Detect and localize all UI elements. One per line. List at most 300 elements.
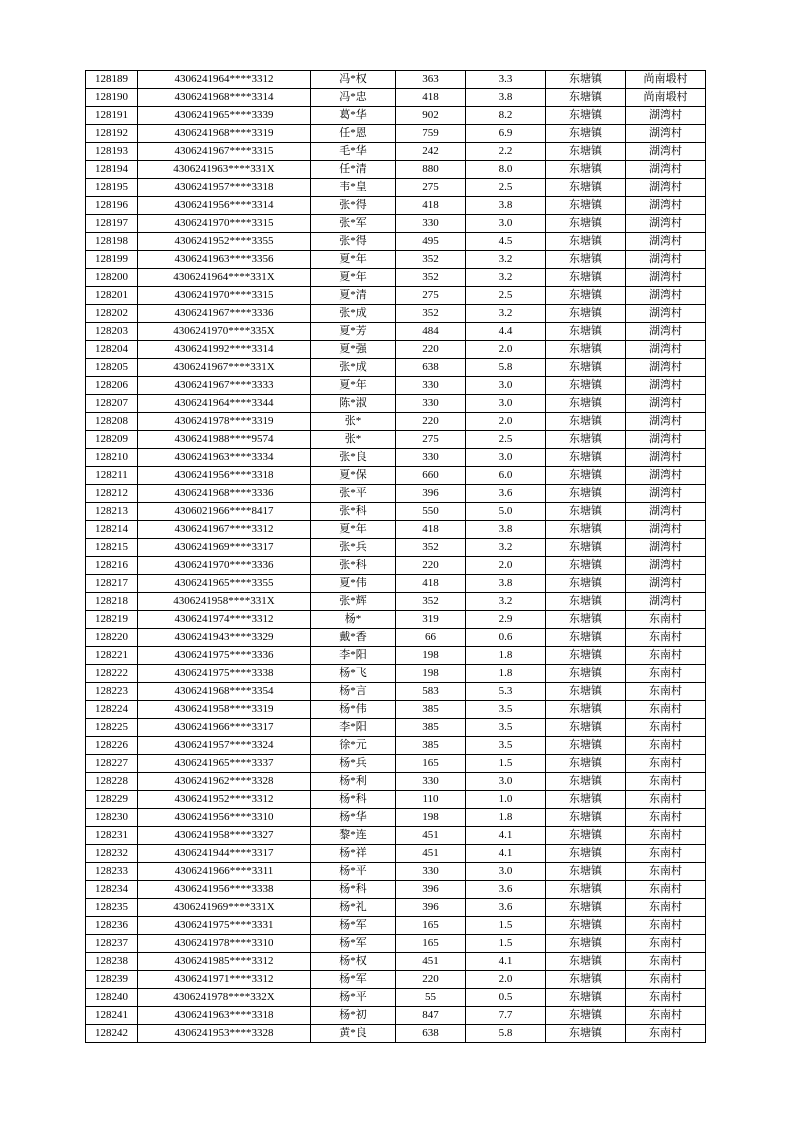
- table-row: [86, 611, 706, 629]
- table-cell-amount: 165: [396, 917, 466, 935]
- table-row: [86, 701, 706, 719]
- table-row: [86, 575, 706, 593]
- table-cell-rate: 2.0: [466, 341, 546, 359]
- table-cell-town: 东塘镇: [546, 683, 626, 701]
- table-cell-id-number: 4306241967****331X: [138, 359, 311, 377]
- table-cell-seq: 128203: [86, 323, 138, 341]
- table-cell-town: 东塘镇: [546, 395, 626, 413]
- table-row: [86, 935, 706, 953]
- table-cell-town: 东塘镇: [546, 71, 626, 89]
- table-cell-town: 东塘镇: [546, 935, 626, 953]
- table-cell-amount: 319: [396, 611, 466, 629]
- table-cell-name: 夏*芳: [311, 323, 396, 341]
- table-cell-rate: 3.0: [466, 395, 546, 413]
- table-cell-amount: 660: [396, 467, 466, 485]
- table-cell-name: 杨*军: [311, 971, 396, 989]
- table-cell-amount: 396: [396, 899, 466, 917]
- table-cell-name: 冯*权: [311, 71, 396, 89]
- table-cell-town: 东塘镇: [546, 647, 626, 665]
- table-cell-id-number: 4306241968****3314: [138, 89, 311, 107]
- table-cell-rate: 2.0: [466, 557, 546, 575]
- table-cell-rate: 3.8: [466, 521, 546, 539]
- table-cell-seq: 128212: [86, 485, 138, 503]
- table-cell-name: 杨*祥: [311, 845, 396, 863]
- table-cell-seq: 128219: [86, 611, 138, 629]
- table-cell-id-number: 4306241970****3315: [138, 215, 311, 233]
- table-cell-amount: 220: [396, 413, 466, 431]
- table-cell-amount: 352: [396, 269, 466, 287]
- table-cell-seq: 128234: [86, 881, 138, 899]
- table-cell-rate: 1.5: [466, 917, 546, 935]
- table-cell-town: 东塘镇: [546, 611, 626, 629]
- table-cell-rate: 3.5: [466, 701, 546, 719]
- table-cell-amount: 451: [396, 845, 466, 863]
- table-row: [86, 593, 706, 611]
- table-cell-amount: 902: [396, 107, 466, 125]
- table-cell-name: 张*: [311, 431, 396, 449]
- table-cell-amount: 330: [396, 377, 466, 395]
- table-cell-id-number: 4306241963****3334: [138, 449, 311, 467]
- table-row: [86, 503, 706, 521]
- table-cell-id-number: 4306241970****3336: [138, 557, 311, 575]
- table-cell-seq: 128202: [86, 305, 138, 323]
- table-cell-rate: 4.4: [466, 323, 546, 341]
- table-cell-id-number: 4306241958****3327: [138, 827, 311, 845]
- table-cell-seq: 128192: [86, 125, 138, 143]
- table-cell-town: 东塘镇: [546, 845, 626, 863]
- table-row: [86, 521, 706, 539]
- table-cell-rate: 7.7: [466, 1007, 546, 1025]
- table-cell-seq: 128205: [86, 359, 138, 377]
- table-cell-town: 东塘镇: [546, 881, 626, 899]
- table-cell-town: 东塘镇: [546, 449, 626, 467]
- table-cell-village: 湖湾村: [626, 125, 706, 143]
- roster-table: [85, 70, 706, 1043]
- table-cell-seq: 128233: [86, 863, 138, 881]
- table-cell-id-number: 4306241965****3355: [138, 575, 311, 593]
- table-cell-name: 张*得: [311, 233, 396, 251]
- table-row: [86, 1007, 706, 1025]
- table-cell-amount: 638: [396, 1025, 466, 1043]
- table-cell-seq: 128228: [86, 773, 138, 791]
- table-cell-id-number: 4306241975****3336: [138, 647, 311, 665]
- table-cell-name: 张*平: [311, 485, 396, 503]
- table-cell-village: 东南村: [626, 845, 706, 863]
- table-cell-amount: 418: [396, 197, 466, 215]
- table-cell-name: 张*军: [311, 215, 396, 233]
- table-cell-rate: 3.8: [466, 89, 546, 107]
- table-cell-village: 湖湾村: [626, 323, 706, 341]
- table-cell-name: 葛*华: [311, 107, 396, 125]
- table-cell-village: 湖湾村: [626, 395, 706, 413]
- table-cell-seq: 128230: [86, 809, 138, 827]
- table-cell-seq: 128213: [86, 503, 138, 521]
- table-cell-rate: 1.5: [466, 935, 546, 953]
- table-cell-amount: 451: [396, 953, 466, 971]
- table-cell-amount: 385: [396, 737, 466, 755]
- table-cell-name: 夏*年: [311, 251, 396, 269]
- table-cell-village: 湖湾村: [626, 521, 706, 539]
- table-cell-id-number: 4306241956****3314: [138, 197, 311, 215]
- table-row: [86, 971, 706, 989]
- table-cell-id-number: 4306241967****3312: [138, 521, 311, 539]
- table-cell-seq: 128214: [86, 521, 138, 539]
- table-cell-town: 东塘镇: [546, 215, 626, 233]
- table-cell-village: 湖湾村: [626, 107, 706, 125]
- table-cell-rate: 2.0: [466, 413, 546, 431]
- table-cell-town: 东塘镇: [546, 989, 626, 1007]
- table-cell-town: 东塘镇: [546, 737, 626, 755]
- table-cell-rate: 8.0: [466, 161, 546, 179]
- table-cell-village: 湖湾村: [626, 251, 706, 269]
- table-cell-rate: 3.0: [466, 863, 546, 881]
- table-cell-amount: 66: [396, 629, 466, 647]
- table-cell-rate: 3.0: [466, 377, 546, 395]
- table-cell-village: 东南村: [626, 629, 706, 647]
- table-cell-town: 东塘镇: [546, 593, 626, 611]
- table-cell-village: 东南村: [626, 917, 706, 935]
- table-cell-rate: 6.0: [466, 467, 546, 485]
- table-cell-rate: 2.5: [466, 179, 546, 197]
- table-cell-id-number: 4306241964****3312: [138, 71, 311, 89]
- table-cell-rate: 6.9: [466, 125, 546, 143]
- table-cell-town: 东塘镇: [546, 629, 626, 647]
- table-cell-rate: 3.5: [466, 719, 546, 737]
- table-cell-amount: 275: [396, 287, 466, 305]
- table-cell-rate: 4.1: [466, 953, 546, 971]
- table-cell-name: 陈*淑: [311, 395, 396, 413]
- table-cell-seq: 128194: [86, 161, 138, 179]
- table-cell-village: 湖湾村: [626, 143, 706, 161]
- table-cell-seq: 128237: [86, 935, 138, 953]
- table-cell-name: 张*辉: [311, 593, 396, 611]
- table-row: [86, 125, 706, 143]
- table-cell-seq: 128232: [86, 845, 138, 863]
- table-cell-seq: 128226: [86, 737, 138, 755]
- table-cell-name: 张*良: [311, 449, 396, 467]
- table-row: [86, 377, 706, 395]
- table-cell-town: 东塘镇: [546, 665, 626, 683]
- table-cell-village: 东南村: [626, 989, 706, 1007]
- table-row: [86, 197, 706, 215]
- table-cell-id-number: 4306241966****3311: [138, 863, 311, 881]
- table-cell-name: 李*阳: [311, 719, 396, 737]
- table-cell-id-number: 4306241970****3315: [138, 287, 311, 305]
- table-cell-name: 杨*言: [311, 683, 396, 701]
- table-cell-amount: 352: [396, 305, 466, 323]
- table-row: [86, 683, 706, 701]
- table-cell-seq: 128239: [86, 971, 138, 989]
- table-cell-id-number: 4306241952****3312: [138, 791, 311, 809]
- table-cell-id-number: 4306241974****3312: [138, 611, 311, 629]
- table-cell-village: 东南村: [626, 953, 706, 971]
- table-cell-name: 杨*兵: [311, 755, 396, 773]
- table-cell-town: 东塘镇: [546, 503, 626, 521]
- table-cell-amount: 638: [396, 359, 466, 377]
- table-cell-rate: 3.8: [466, 575, 546, 593]
- table-row: [86, 953, 706, 971]
- table-cell-id-number: 4306241971****3312: [138, 971, 311, 989]
- table-cell-id-number: 4306241963****3356: [138, 251, 311, 269]
- table-cell-amount: 198: [396, 665, 466, 683]
- table-cell-id-number: 4306241968****3354: [138, 683, 311, 701]
- table-row: [86, 143, 706, 161]
- table-cell-rate: 1.0: [466, 791, 546, 809]
- table-cell-name: 杨*初: [311, 1007, 396, 1025]
- table-cell-amount: 550: [396, 503, 466, 521]
- table-row: [86, 305, 706, 323]
- table-cell-seq: 128231: [86, 827, 138, 845]
- table-cell-name: 夏*年: [311, 521, 396, 539]
- table-cell-name: 杨*平: [311, 989, 396, 1007]
- table-cell-amount: 165: [396, 935, 466, 953]
- table-cell-rate: 2.5: [466, 431, 546, 449]
- table-cell-amount: 330: [396, 863, 466, 881]
- table-row: [86, 71, 706, 89]
- table-cell-town: 东塘镇: [546, 485, 626, 503]
- table-cell-village: 湖湾村: [626, 179, 706, 197]
- table-row: [86, 989, 706, 1007]
- table-cell-name: 冯*忠: [311, 89, 396, 107]
- table-cell-name: 戴*香: [311, 629, 396, 647]
- table-cell-name: 张*兵: [311, 539, 396, 557]
- table-cell-seq: 128200: [86, 269, 138, 287]
- table-cell-seq: 128209: [86, 431, 138, 449]
- table-cell-name: 夏*清: [311, 287, 396, 305]
- table-cell-id-number: 4306241978****332X: [138, 989, 311, 1007]
- table-cell-name: 夏*年: [311, 377, 396, 395]
- table-row: [86, 323, 706, 341]
- table-cell-village: 湖湾村: [626, 197, 706, 215]
- table-row: [86, 179, 706, 197]
- table-row: [86, 773, 706, 791]
- table-cell-town: 东塘镇: [546, 143, 626, 161]
- table-cell-seq: 128225: [86, 719, 138, 737]
- table-cell-town: 东塘镇: [546, 125, 626, 143]
- table-cell-seq: 128215: [86, 539, 138, 557]
- table-cell-id-number: 4306241969****331X: [138, 899, 311, 917]
- table-cell-rate: 2.0: [466, 971, 546, 989]
- table-cell-id-number: 4306241964****331X: [138, 269, 311, 287]
- table-cell-name: 张*成: [311, 359, 396, 377]
- table-cell-town: 东塘镇: [546, 917, 626, 935]
- table-cell-id-number: 4306241975****3331: [138, 917, 311, 935]
- table-cell-rate: 5.8: [466, 359, 546, 377]
- table-cell-name: 杨*科: [311, 881, 396, 899]
- table-cell-id-number: 4306241975****3338: [138, 665, 311, 683]
- table-cell-village: 湖湾村: [626, 269, 706, 287]
- table-cell-seq: 128189: [86, 71, 138, 89]
- table-cell-town: 东塘镇: [546, 287, 626, 305]
- table-row: [86, 845, 706, 863]
- table-cell-town: 东塘镇: [546, 899, 626, 917]
- table-cell-name: 徐*元: [311, 737, 396, 755]
- table-cell-id-number: 4306241956****3338: [138, 881, 311, 899]
- table-cell-seq: 128235: [86, 899, 138, 917]
- table-cell-id-number: 4306241969****3317: [138, 539, 311, 557]
- table-cell-amount: 110: [396, 791, 466, 809]
- table-cell-rate: 3.5: [466, 737, 546, 755]
- table-cell-id-number: 4306241992****3314: [138, 341, 311, 359]
- table-row: [86, 341, 706, 359]
- table-row: [86, 251, 706, 269]
- table-cell-id-number: 4306241963****3318: [138, 1007, 311, 1025]
- table-cell-amount: 330: [396, 449, 466, 467]
- table-row: [86, 233, 706, 251]
- table-cell-amount: 396: [396, 485, 466, 503]
- table-cell-name: 夏*保: [311, 467, 396, 485]
- table-cell-town: 东塘镇: [546, 539, 626, 557]
- table-cell-amount: 220: [396, 557, 466, 575]
- table-cell-town: 东塘镇: [546, 701, 626, 719]
- table-cell-id-number: 4306241944****3317: [138, 845, 311, 863]
- table-cell-name: 张*得: [311, 197, 396, 215]
- table-cell-town: 东塘镇: [546, 269, 626, 287]
- table-cell-amount: 451: [396, 827, 466, 845]
- table-cell-village: 湖湾村: [626, 377, 706, 395]
- table-cell-name: 张*成: [311, 305, 396, 323]
- table-cell-seq: 128223: [86, 683, 138, 701]
- table-row: [86, 899, 706, 917]
- table-row: [86, 449, 706, 467]
- table-cell-id-number: 4306241957****3318: [138, 179, 311, 197]
- table-cell-amount: 396: [396, 881, 466, 899]
- table-cell-name: 张*: [311, 413, 396, 431]
- table-cell-name: 张*科: [311, 557, 396, 575]
- table-cell-id-number: 4306241967****3315: [138, 143, 311, 161]
- table-cell-village: 尚南塅村: [626, 71, 706, 89]
- table-cell-amount: 583: [396, 683, 466, 701]
- table-cell-seq: 128201: [86, 287, 138, 305]
- table-cell-seq: 128191: [86, 107, 138, 125]
- table-cell-id-number: 4306241957****3324: [138, 737, 311, 755]
- table-cell-seq: 128236: [86, 917, 138, 935]
- table-cell-id-number: 4306241956****3318: [138, 467, 311, 485]
- table-cell-name: 黄*良: [311, 1025, 396, 1043]
- table-cell-town: 东塘镇: [546, 773, 626, 791]
- table-cell-rate: 1.8: [466, 665, 546, 683]
- table-cell-rate: 5.8: [466, 1025, 546, 1043]
- table-cell-town: 东塘镇: [546, 1007, 626, 1025]
- table-cell-id-number: 4306241968****3336: [138, 485, 311, 503]
- table-cell-village: 东南村: [626, 665, 706, 683]
- table-cell-village: 东南村: [626, 737, 706, 755]
- table-cell-rate: 4.1: [466, 845, 546, 863]
- table-cell-id-number: 4306241943****3329: [138, 629, 311, 647]
- table-cell-village: 东南村: [626, 755, 706, 773]
- table-cell-rate: 0.5: [466, 989, 546, 1007]
- table-cell-village: 东南村: [626, 1007, 706, 1025]
- table-cell-rate: 3.2: [466, 305, 546, 323]
- table-row: [86, 665, 706, 683]
- table-cell-amount: 275: [396, 431, 466, 449]
- table-cell-village: 湖湾村: [626, 359, 706, 377]
- table-cell-amount: 495: [396, 233, 466, 251]
- table-row: [86, 395, 706, 413]
- table-cell-name: 杨*华: [311, 809, 396, 827]
- table-cell-id-number: 4306241958****3319: [138, 701, 311, 719]
- table-cell-amount: 759: [396, 125, 466, 143]
- table-cell-rate: 3.2: [466, 593, 546, 611]
- table-row: [86, 827, 706, 845]
- table-cell-seq: 128198: [86, 233, 138, 251]
- table-cell-seq: 128240: [86, 989, 138, 1007]
- table-cell-id-number: 4306241970****335X: [138, 323, 311, 341]
- table-row: [86, 89, 706, 107]
- table-cell-id-number: 4306241966****3317: [138, 719, 311, 737]
- table-cell-amount: 418: [396, 89, 466, 107]
- table-cell-name: 杨*礼: [311, 899, 396, 917]
- table-cell-town: 东塘镇: [546, 431, 626, 449]
- table-cell-amount: 275: [396, 179, 466, 197]
- table-cell-village: 湖湾村: [626, 431, 706, 449]
- table-cell-seq: 128211: [86, 467, 138, 485]
- table-cell-name: 夏*伟: [311, 575, 396, 593]
- table-cell-village: 东南村: [626, 701, 706, 719]
- table-row: [86, 647, 706, 665]
- table-cell-village: 湖湾村: [626, 161, 706, 179]
- table-cell-rate: 2.5: [466, 287, 546, 305]
- table-cell-village: 东南村: [626, 935, 706, 953]
- table-cell-village: 东南村: [626, 719, 706, 737]
- table-cell-seq: 128207: [86, 395, 138, 413]
- table-cell-name: 杨*利: [311, 773, 396, 791]
- table-cell-amount: 198: [396, 809, 466, 827]
- table-cell-town: 东塘镇: [546, 323, 626, 341]
- table-cell-seq: 128224: [86, 701, 138, 719]
- table-cell-town: 东塘镇: [546, 161, 626, 179]
- table-cell-id-number: 4306241962****3328: [138, 773, 311, 791]
- table-cell-name: 夏*强: [311, 341, 396, 359]
- table-cell-rate: 1.8: [466, 809, 546, 827]
- table-cell-id-number: 4306241988****9574: [138, 431, 311, 449]
- table-cell-amount: 847: [396, 1007, 466, 1025]
- table-cell-seq: 128241: [86, 1007, 138, 1025]
- table-row: [86, 359, 706, 377]
- table-cell-town: 东塘镇: [546, 953, 626, 971]
- table-cell-name: 任*恩: [311, 125, 396, 143]
- table-cell-seq: 128190: [86, 89, 138, 107]
- table-cell-amount: 418: [396, 575, 466, 593]
- table-cell-rate: 4.5: [466, 233, 546, 251]
- table-cell-village: 湖湾村: [626, 539, 706, 557]
- table-cell-town: 东塘镇: [546, 575, 626, 593]
- table-cell-id-number: 4306241952****3355: [138, 233, 311, 251]
- table-cell-amount: 385: [396, 701, 466, 719]
- table-cell-id-number: 4306241956****3310: [138, 809, 311, 827]
- table-cell-amount: 484: [396, 323, 466, 341]
- table-cell-amount: 880: [396, 161, 466, 179]
- table-cell-village: 东南村: [626, 647, 706, 665]
- table-cell-village: 尚南塅村: [626, 89, 706, 107]
- table-row: [86, 467, 706, 485]
- table-cell-seq: 128242: [86, 1025, 138, 1043]
- table-cell-town: 东塘镇: [546, 197, 626, 215]
- table-cell-seq: 128222: [86, 665, 138, 683]
- table-cell-amount: 330: [396, 773, 466, 791]
- table-cell-village: 湖湾村: [626, 413, 706, 431]
- table-cell-town: 东塘镇: [546, 467, 626, 485]
- table-cell-rate: 3.2: [466, 269, 546, 287]
- table-cell-seq: 128221: [86, 647, 138, 665]
- table-cell-rate: 1.8: [466, 647, 546, 665]
- table-cell-rate: 3.0: [466, 449, 546, 467]
- table-row: [86, 287, 706, 305]
- table-cell-rate: 3.6: [466, 485, 546, 503]
- table-cell-town: 东塘镇: [546, 413, 626, 431]
- table-cell-name: 杨*伟: [311, 701, 396, 719]
- table-cell-seq: 128208: [86, 413, 138, 431]
